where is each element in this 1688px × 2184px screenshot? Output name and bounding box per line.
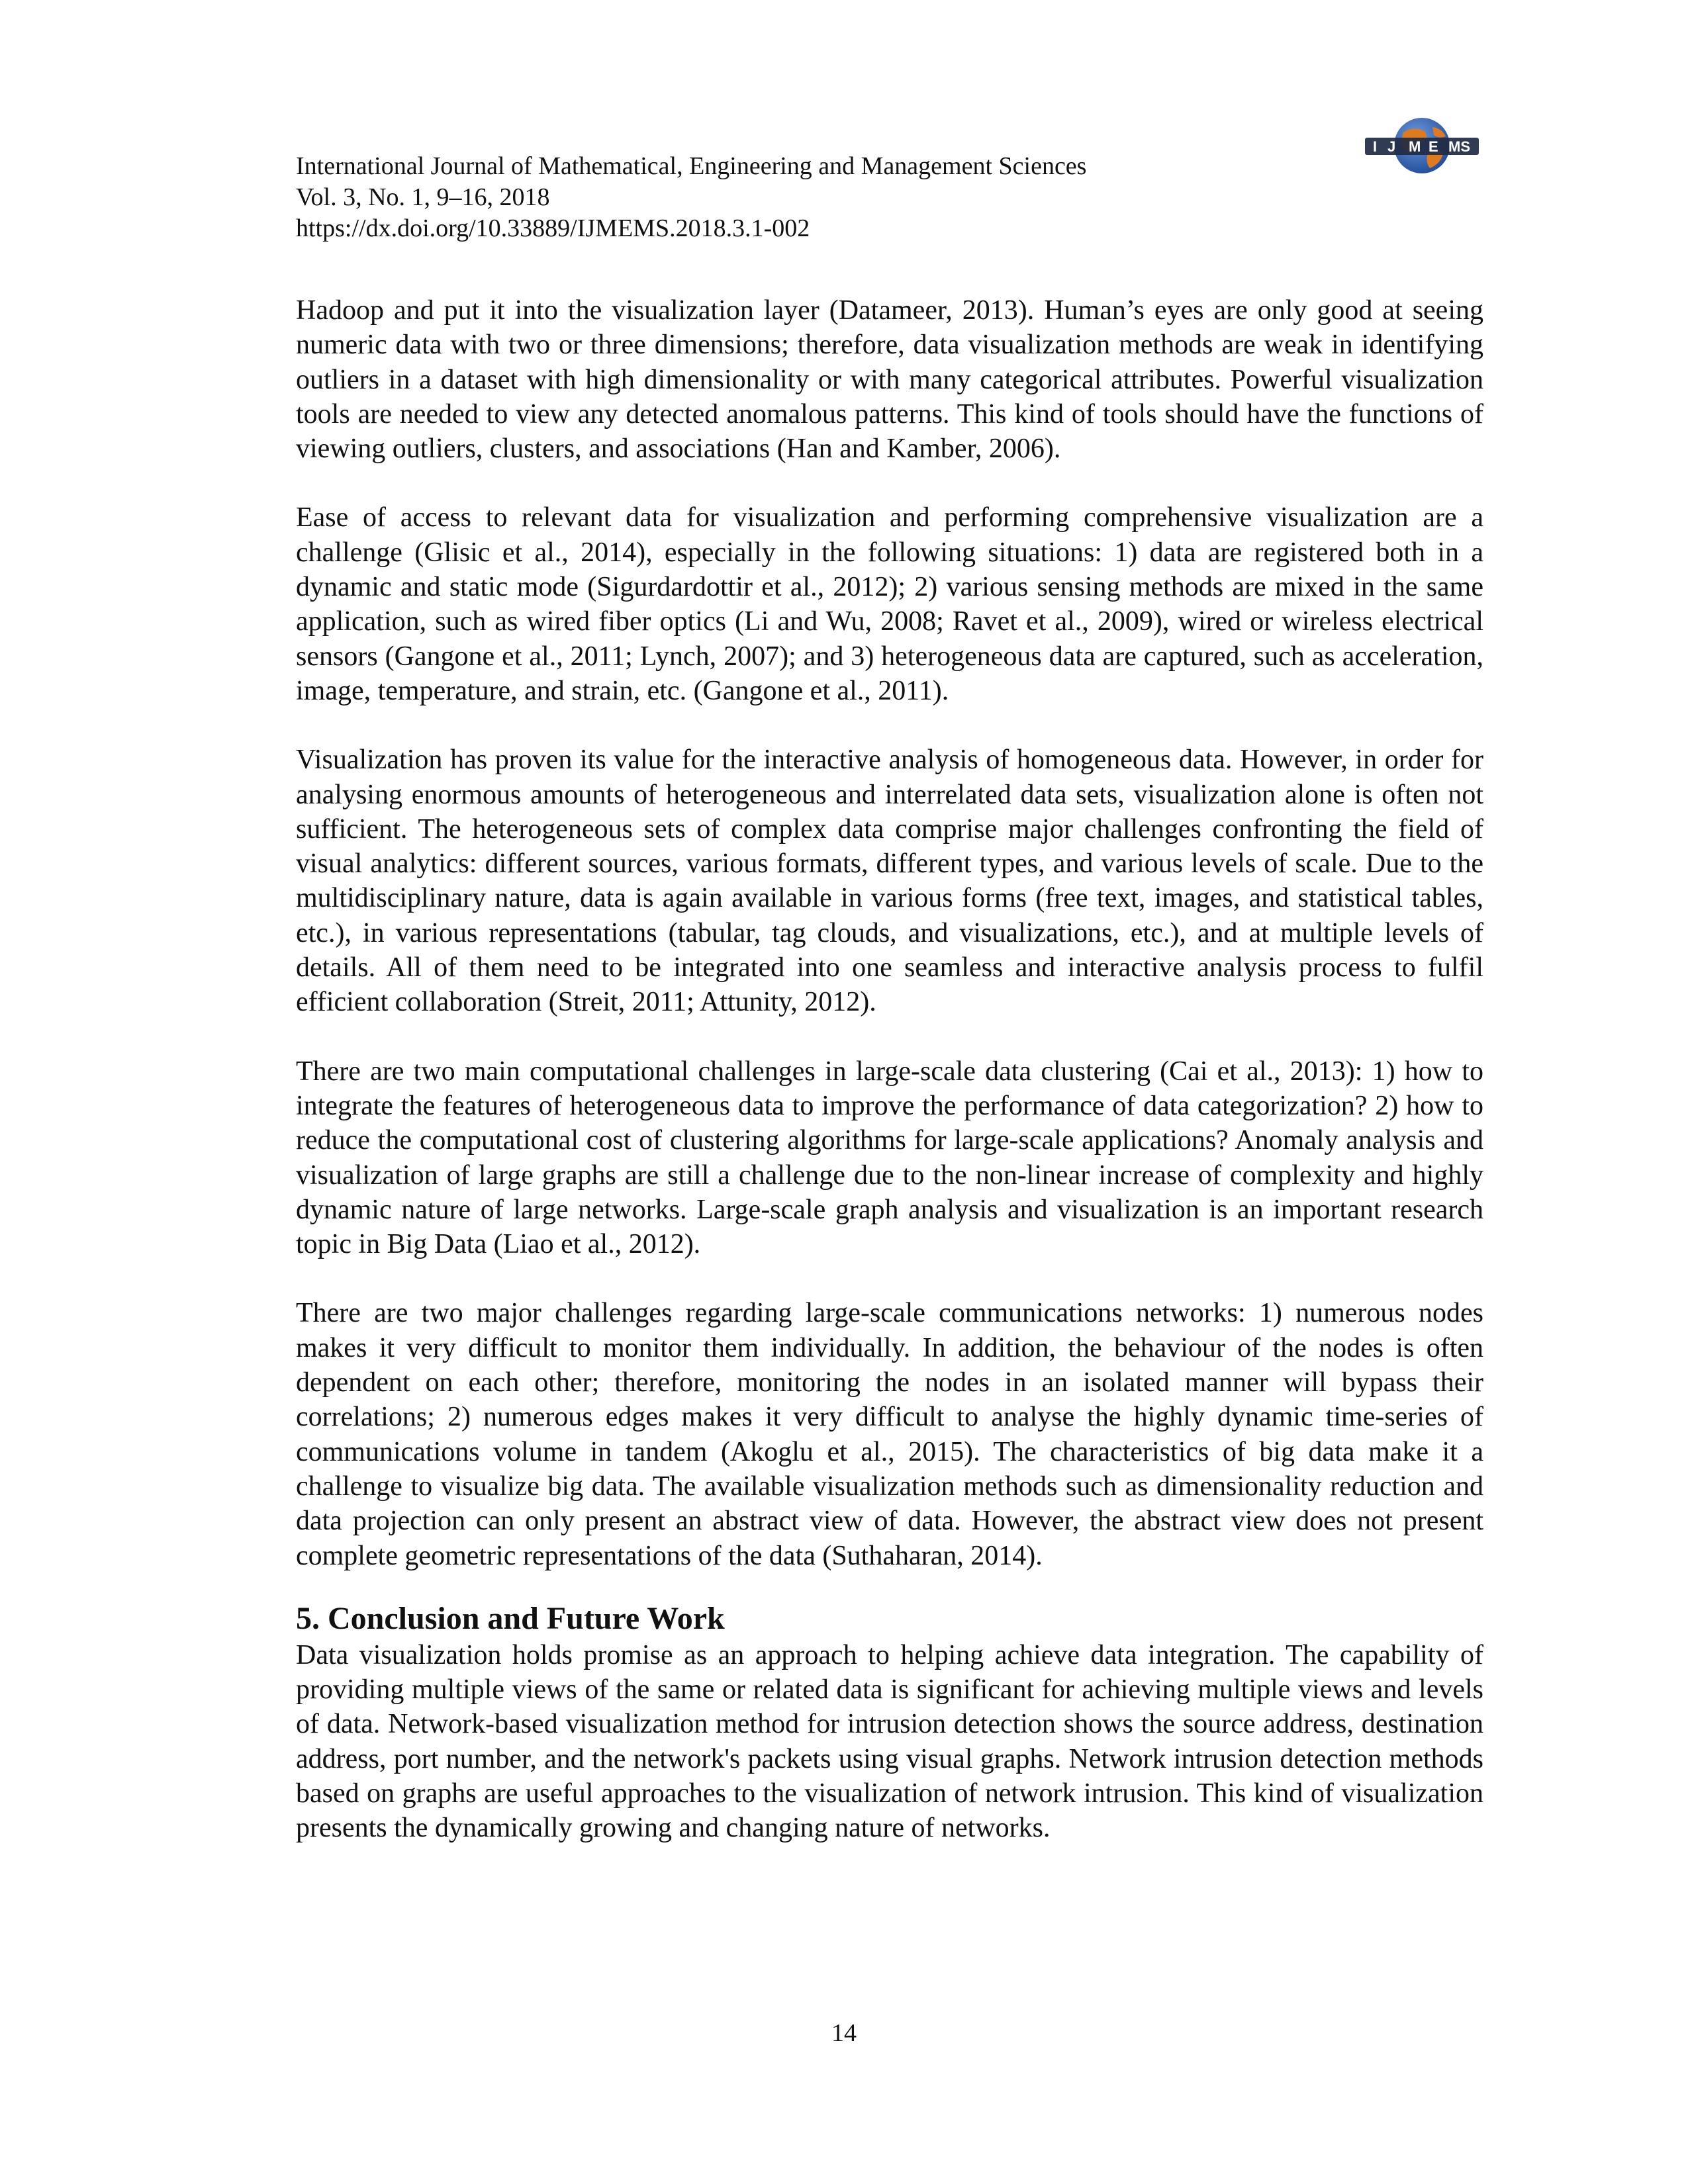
paragraph-5: There are two major challenges regarding large-scale communications networks: 1) numerous nodes makes it very difficult to monitor them individually. In addition, the behaviour of the nodes is often dependent on each other; therefore, monitoring the nodes in an isolated manner will bypass their correlations; 2) numerous edges makes it very difficult to analyse the highly dynamic time-series of communications volume in tandem (Akoglu et al., 2015). The characteristics of big data make it a challenge to visualize big data. The available visualization methods such as dimensionality reduction and data projection can only present an abstract view of data. However, the abstract view does not present complete geometric representations of the data (Suthaharan, 2014). <box>296 1298 1483 1571</box>
doi-link[interactable]: https://dx.doi.org/10.33889/IJMEMS.2018.3.1-002 <box>296 214 810 242</box>
journal-title: International Journal of Mathematical, Engineering and Management Sciences <box>296 152 1087 180</box>
section-heading: 5. Conclusion and Future Work <box>296 1600 725 1636</box>
logo-letter-i: I <box>1373 138 1378 155</box>
conclusion-paragraph: Data visualization holds promise as an approach to helping achieve data integration. The capability of providing multiple views of the same or related data is significant for achieving multiple views and levels of data. Network-based visualization method for intrusion detection shows the source address, destination address, port number, and the network's packets using visual graphs. Network intrusion detection methods based on graphs are useful approaches to the visualization of network intrusion. This kind of visualization presents the dynamically growing and changing nature of networks. <box>296 1639 1483 1844</box>
paragraph-2: Ease of access to relevant data for visualization and performing comprehensive visualization are a challenge (Glisic et al., 2014), especially in the following situations: 1) data are registered both in a dynamic and static mode (Sigurdardottir et al., 2012); 2) various sensing methods are mixed in the same application, such as wired fiber optics (Li and Wu, 2008; Ravet et al., 2009), wired or wireless electrical sensors (Gangone et al., 2011; Lynch, 2007); and 3) heterogeneous data are captured, such as acceleration, image, temperature, and strain, etc. (Gangone et al., 2011). <box>296 502 1483 706</box>
logo-letters-ms: MS <box>1448 138 1470 155</box>
logo-letter-m: M <box>1409 138 1421 155</box>
paragraph-3: Visualization has proven its value for the interactive analysis of homogeneous data. However, in order for analysing enormous amounts of heterogeneous and interrelated data sets, visualization alone is often not sufficient. The heterogeneous sets of complex data comprise major challenges confronting the field of visual analytics: different sources, various formats, different types, and various levels of scale. Due to the multidisciplinary nature, data is again available in various forms (free text, images, and statistical tables, etc.), in various representations (tabular, tag clouds, and visualizations, etc.), and at multiple levels of details. All of them need to be integrated into one seamless and interactive analysis process to fulfil efficient collaboration (Streit, 2011; Attunity, 2012). <box>296 745 1483 1018</box>
running-header <box>296 151 1289 244</box>
paragraph-1: Hadoop and put it into the visualization layer (Datameer, 2013). Human’s eyes are only good at seeing numeric data with two or three dimensions; therefore, data visualization methods are weak in identifying outliers in a dataset with high dimensionality or with many categorical attributes. Powerful visualization tools are needed to view any detected anomalous patterns. This kind of tools should have the functions of viewing outliers, clusters, and associations (Han and Kamber, 2006). <box>296 295 1483 465</box>
logo-letter-j: J <box>1387 138 1396 155</box>
article-body <box>296 293 1483 1880</box>
journal-logo <box>1364 113 1480 179</box>
volume-info: Vol. 3, No. 1, 9–16, 2018 <box>296 183 550 211</box>
page-number: 14 <box>831 2019 857 2047</box>
paragraph-4: There are two main computational challenges in large-scale data clustering (Cai et al., 2013): 1) how to integrate the features of heterogeneous data to improve the performance of data categorization? 2) how to reduce the computational cost of clustering algorithms for large-scale applications? Anomaly analysis and visualization of large graphs are still a challenge due to the non-linear increase of complexity and highly dynamic nature of large networks. Large-scale graph analysis and visualization is an important research topic in Big Data (Liao et al., 2012). <box>296 1056 1483 1260</box>
logo-letter-e: E <box>1429 138 1438 155</box>
